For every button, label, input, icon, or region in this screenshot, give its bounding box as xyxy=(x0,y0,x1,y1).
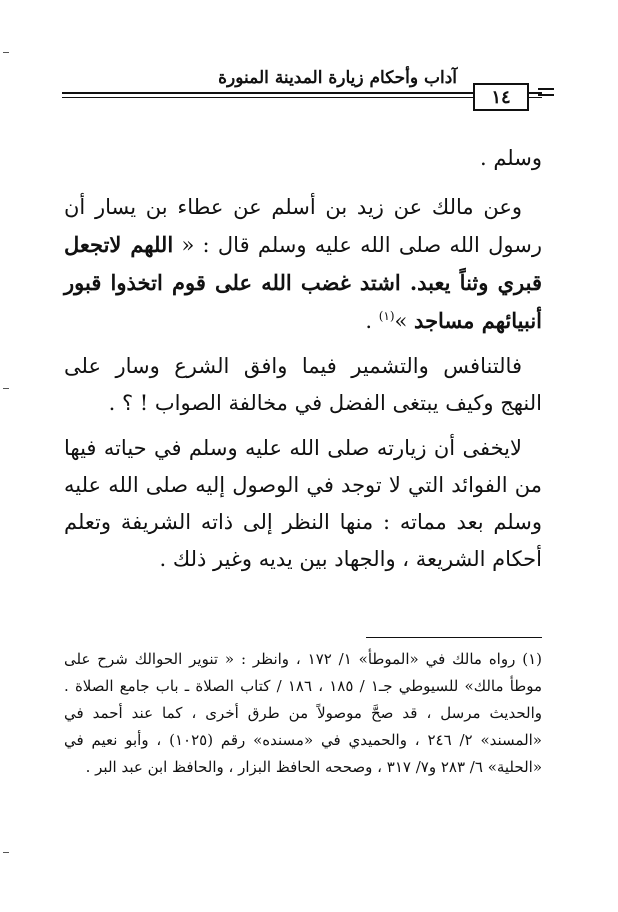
footnote-item xyxy=(64,646,542,781)
scan-margin-mark xyxy=(3,852,9,853)
page-number: ١٤ xyxy=(473,83,529,111)
header-title: آداب وأحكام زيارة المدينة المنورة xyxy=(218,68,457,88)
main-text xyxy=(64,140,542,586)
scan-margin-mark xyxy=(3,388,9,389)
hadith-quote: اللهم لاتجعل قبري وثناً يعبد. اشتد غضب الله على قوم اتخذوا قبور أنبيائهم مساجد xyxy=(64,232,542,333)
hadith-close: » xyxy=(394,309,415,333)
scan-margin-mark xyxy=(3,52,9,53)
hadith-intro: وعن مالك عن زيد بن أسلم عن عطاء بن يسار أن رسول الله صلى الله عليه وسلم قال : « xyxy=(64,195,542,257)
footnotes xyxy=(64,646,542,781)
footnote-separator xyxy=(366,637,542,638)
header-rule-top xyxy=(62,92,542,94)
hadith-end: . xyxy=(365,309,379,333)
footnote-text: رواه مالك في «الموطأ» ١/ ١٧٢ ، وانظر : « تنوير الحوالك شرح على موطأ مالك» للسيوطي جـ١ / ١٨٥ ، ١٨٦ / كتاب الصلاة ـ باب جامع الصلاة . والحديث مرسل ، قد صحَّ موصولاً من طرق أخرى ، كما عند أحمد في «المسند» ٢/ ٢٤٦ ، والحميدي في «مسنده» رقم (١٠٢٥) ، وأبو نعيم في «الحلية» ٦/ ٢٨٣ و٧/ ٣١٧ ، وصححه الحافظ البزار ، والحافظ ابن عبد البر . xyxy=(64,650,542,776)
paragraph-visitation: لايخفى أن زيارته صلى الله عليه وسلم في حياته فيها من الفوائد التي لا توجد في الوصول إليه صلى الله عليه وسلم بعد مماته : منها النظر إلى ذاته الشريفة وتعلم أحكام الشريعة ، والجهاد بين يديه وغير ذلك . xyxy=(64,436,542,571)
footnote-reference: (١) xyxy=(378,309,395,323)
page-number-ornament xyxy=(538,88,554,100)
running-header xyxy=(62,58,542,110)
footnote-marker: (١) xyxy=(522,650,542,668)
paragraph-continuation: وسلم . xyxy=(479,146,542,170)
header-rule-bottom xyxy=(62,97,542,98)
paragraph-competition: فالتنافس والتشمير فيما وافق الشرع وسار على النهج وكيف يبتغى الفضل في مخالفة الصواب ! ؟ . xyxy=(64,354,542,415)
paragraph-hadith xyxy=(64,189,542,340)
